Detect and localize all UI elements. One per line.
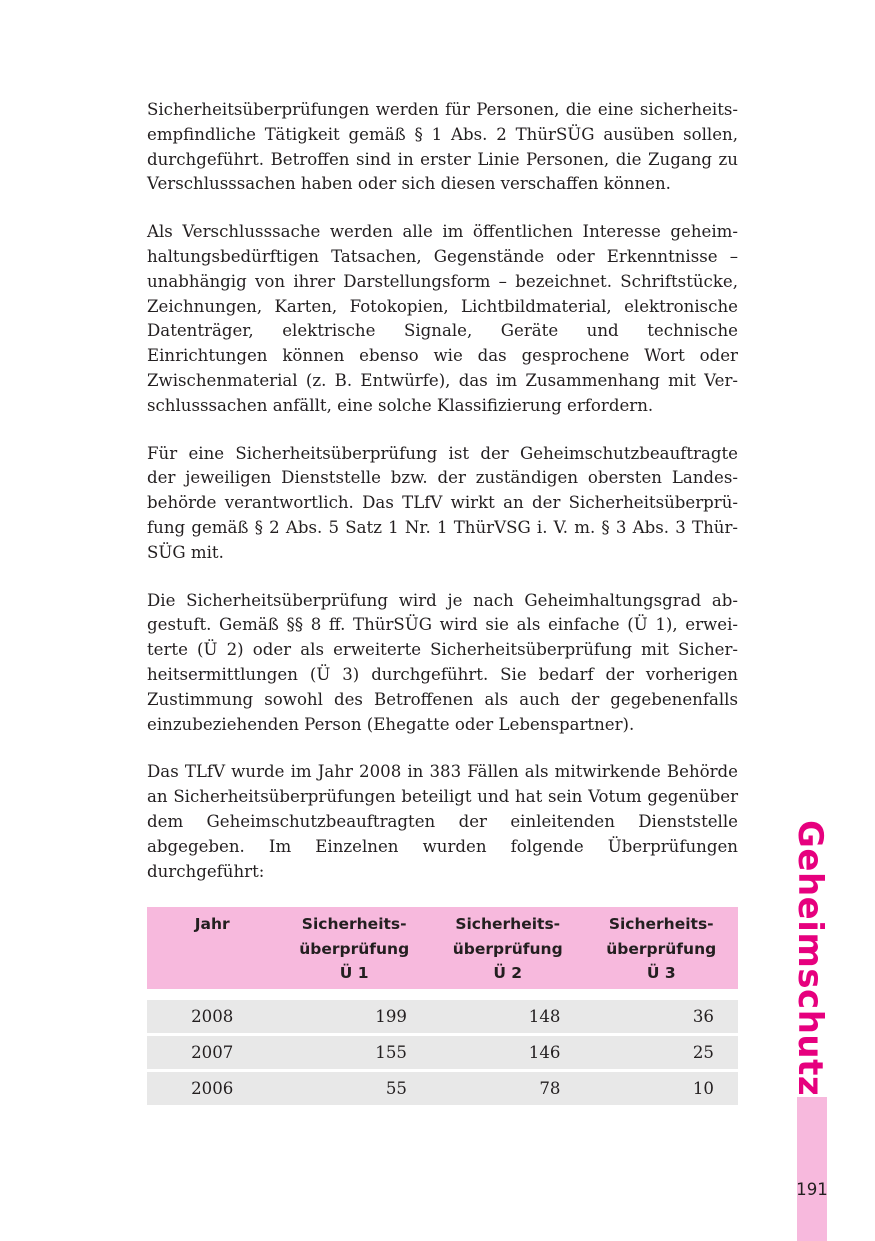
cell-u1	[277, 1036, 431, 1072]
header-u2-line2: überprüfung	[452, 939, 563, 958]
cell-year: 2008	[147, 1000, 277, 1036]
header-u3-line2: überprüfung	[606, 939, 717, 958]
overview-table	[147, 907, 738, 1105]
table-row	[147, 1000, 738, 1036]
header-u1-line3: Ü 1	[339, 964, 369, 983]
cell-u1	[277, 1000, 431, 1036]
chapter-side-title-text: Geheimschutz	[790, 820, 830, 1097]
cell-u1	[277, 1072, 431, 1105]
cell-u1-value: 155	[375, 1042, 407, 1062]
cell-u2-value: 146	[528, 1042, 561, 1062]
table-row	[147, 1072, 738, 1105]
cell-year: 2006	[147, 1072, 277, 1105]
header-u3-line3: Ü 3	[646, 964, 676, 983]
cell-u3	[584, 1036, 738, 1072]
table-spacer	[147, 989, 738, 1000]
header-u2-line1: Sicherheits-	[455, 915, 561, 934]
paragraph-2: Als Verschlusssache werden alle im öffentlichen Interesse geheimhaltungsbedürftigen Tatsachen, Gegenstände oder Erkenntnisse – unabhängig von ihrer Darstellungsform – bezeichnet. Schriftstücke, Zeichnungen, Karten, Fotokopien, Lichtbildmaterial, elektronische Datenträger, elektrische Signale, Geräte und technische Einrichtungen können ebenso wie das gesprochene Wort oder Zwischenmaterial (z. B. Entwürfe), das im Zusammenhang mit Verschlusssachen anfällt, eine solche Klassifizierung erfordern.	[147, 222, 738, 415]
header-u1	[277, 907, 431, 989]
header-u1-line1: Sicherheits-	[301, 915, 407, 934]
cell-year: 2007	[147, 1036, 277, 1072]
header-year-label: Jahr	[194, 915, 230, 934]
cell-u2-value: 78	[539, 1078, 561, 1098]
table-body	[147, 989, 738, 1105]
cell-u2	[431, 1072, 585, 1105]
cell-u3	[584, 1072, 738, 1105]
cell-u3	[584, 1000, 738, 1036]
header-u1-line2: überprüfung	[299, 939, 410, 958]
cell-u3-value: 10	[692, 1078, 714, 1098]
cell-u1-value: 199	[375, 1006, 407, 1026]
cell-u2-value: 148	[528, 1006, 561, 1026]
cell-u2	[431, 1036, 585, 1072]
chapter-side-title	[790, 820, 830, 1097]
table-header-row	[147, 907, 738, 989]
paragraph-4: Die Sicherheitsüberprüfung wird je nach Geheimhaltungsgrad abgestuft. Gemäß §§ 8 ff. ThürSÜG wird sie als einfache (Ü 1), erweiterte (Ü 2) oder als erweiterte Sicherheitsüberprüfung mit Sicherheitsermittlungen (Ü 3) durchgeführt. Sie bedarf der vorherigen Zustimmung sowohl des Betroffenen als auch der gegebenenfalls einzubeziehenden Person (Ehegatte oder Lebenspartner).	[147, 590, 738, 734]
header-year	[147, 907, 277, 989]
chapter-tab-marker	[797, 1097, 827, 1241]
paragraph-5: Das TLfV wurde im Jahr 2008 in 383 Fällen als mitwirkende Behörde an Sicherheitsüberprüfungen beteiligt und hat sein Votum gegenüber dem Geheimschutzbeauftragten der einleitenden Dienststelle abgegeben. Im Einzelnen wurden folgende Überprüfungen durchgeführt:	[147, 762, 738, 881]
page-number: 191	[796, 1180, 828, 1199]
cell-u1-value: 55	[385, 1078, 407, 1098]
header-u3	[584, 907, 738, 989]
cell-u2	[431, 1000, 585, 1036]
header-u2	[431, 907, 585, 989]
paragraph-3: Für eine Sicherheitsüberprüfung ist der Geheimschutzbeauftragte der jeweiligen Dienststelle bzw. der zuständigen obersten Landesbehörde verantwortlich. Das TLfV wirkt an der Sicherheitsüberprüfung gemäß § 2 Abs. 5 Satz 1 Nr. 1 ThürVSG i. V. m. § 3 Abs. 3 ThürSÜG mit.	[147, 443, 738, 562]
header-u3-line1: Sicherheits-	[608, 915, 714, 934]
table-row	[147, 1036, 738, 1072]
cell-u3-value: 25	[692, 1042, 714, 1062]
paragraph-1: Sicherheitsüberprüfungen werden für Personen, die eine sicherheitsempfindliche Tätigkeit gemäß § 1 Abs. 2 ThürSÜG ausüben sollen, durchgeführt. Betroffen sind in erster Linie Personen, die Zugang zu Verschlusssachen haben oder sich diesen verschaffen können.	[147, 100, 738, 194]
table-header	[147, 907, 738, 989]
cell-u3-value: 36	[692, 1006, 714, 1026]
page-content	[147, 98, 738, 1105]
header-u2-line3: Ü 2	[493, 964, 523, 983]
